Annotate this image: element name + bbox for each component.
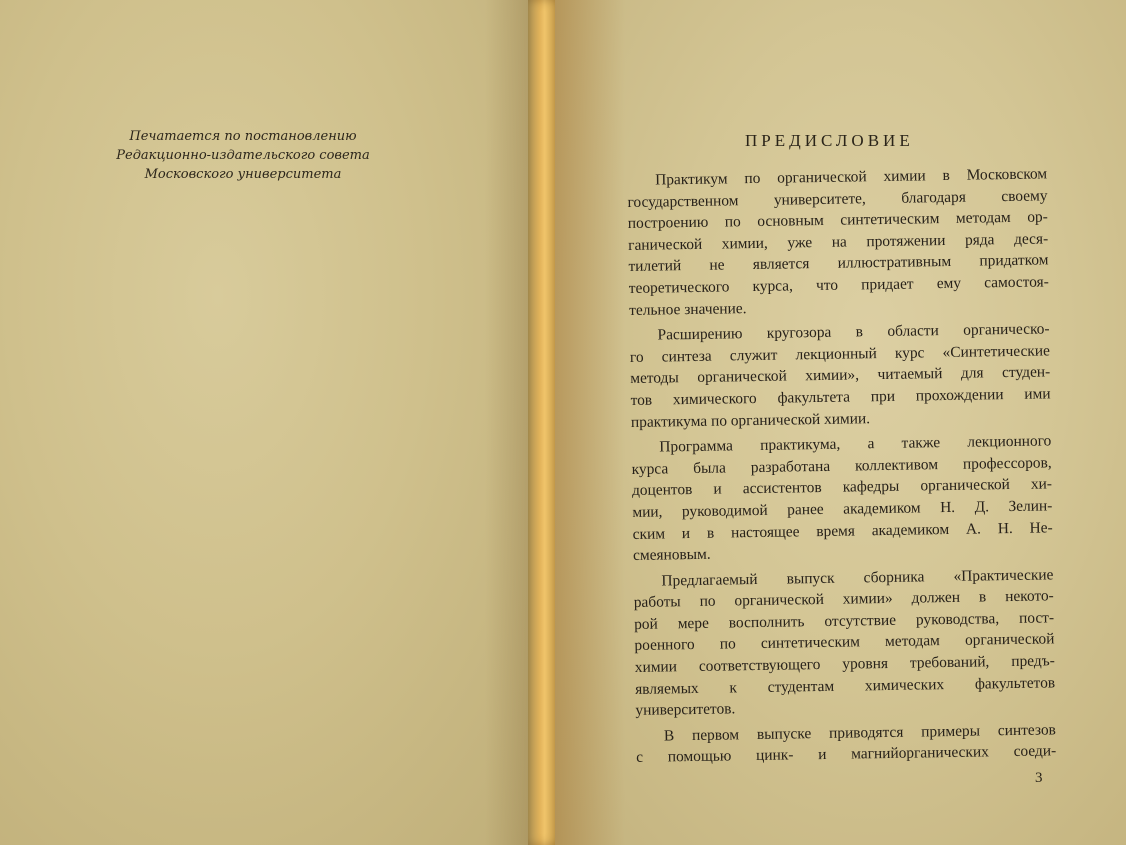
book-gutter <box>528 0 558 845</box>
text-line: с помощью цинк- и магнийорганических соеди- <box>636 742 1057 767</box>
text-line: ским и в настоящее время академиком А. Н. Не- <box>632 518 1053 543</box>
paragraph <box>631 430 1053 566</box>
text-line: го синтеза служит лекционный курс «Синтетические <box>629 342 1051 366</box>
text-line: смеяновым. <box>632 545 711 565</box>
text-line: Предлагаемый выпуск сборника «Практические <box>661 566 1054 590</box>
text-line: доцентов и ассистентов кафедры органической хи- <box>631 475 1053 500</box>
text-line: теоретического курса, что придает ему самостоя- <box>628 273 1049 297</box>
text-line: роенного по синтетическим методам органической <box>634 630 1055 655</box>
text-line: ганической химии, уже на протяжении ряда деся- <box>628 230 1049 254</box>
text-line: методы органической химии», читаемый для студен- <box>630 363 1051 388</box>
paragraph <box>627 163 1049 321</box>
paragraph <box>629 319 1051 434</box>
imprint-note <box>108 127 378 184</box>
paragraph <box>633 564 1055 722</box>
imprint-line: Печатается по постановлению <box>129 129 357 144</box>
left-page <box>0 0 545 845</box>
text-line: тилетий не является иллюстративным придатком <box>628 251 1049 276</box>
paragraph <box>636 719 1057 769</box>
text-line: построению по основным синтетическим методам ор- <box>627 208 1048 233</box>
text-line: университетов. <box>635 700 736 720</box>
text-line: Программа практикума, а также лекционного <box>659 432 1052 456</box>
text-line: практикума по органической химии. <box>630 409 871 431</box>
text-line: В первом выпуске приводятся примеры синтезов <box>663 721 1056 745</box>
text-line: курса была разработана коллективом профессоров, <box>631 454 1052 478</box>
text-line: Расширению кругозора в области органическо- <box>657 320 1050 344</box>
text-line: Практикум по органической химии в Московском <box>655 165 1048 189</box>
text-line: тельное значение. <box>629 299 747 319</box>
text-line: мии, руководимой ранее академиком Н. Д. Зелин- <box>632 497 1053 521</box>
page-number: 3 <box>1035 770 1043 786</box>
text-line: тов химического факультета при прохождении ими <box>630 385 1051 409</box>
page-title: ПРЕДИСЛОВИЕ <box>745 131 914 150</box>
text-line: рой мере восполнить отсутствие руководства, пост- <box>634 609 1055 633</box>
text-line: работы по органической химии» должен в некото- <box>633 587 1054 612</box>
imprint-line: Редакционно-издательского совета <box>116 148 370 163</box>
text-line: химии соответствующего уровня требований, предъ- <box>634 652 1055 677</box>
imprint-line: Московского университета <box>144 167 342 182</box>
text-line: являемых к студентам химических факультетов <box>635 673 1056 698</box>
preface-text <box>627 163 1056 773</box>
text-line: государственном университете, благодаря своему <box>627 186 1048 211</box>
